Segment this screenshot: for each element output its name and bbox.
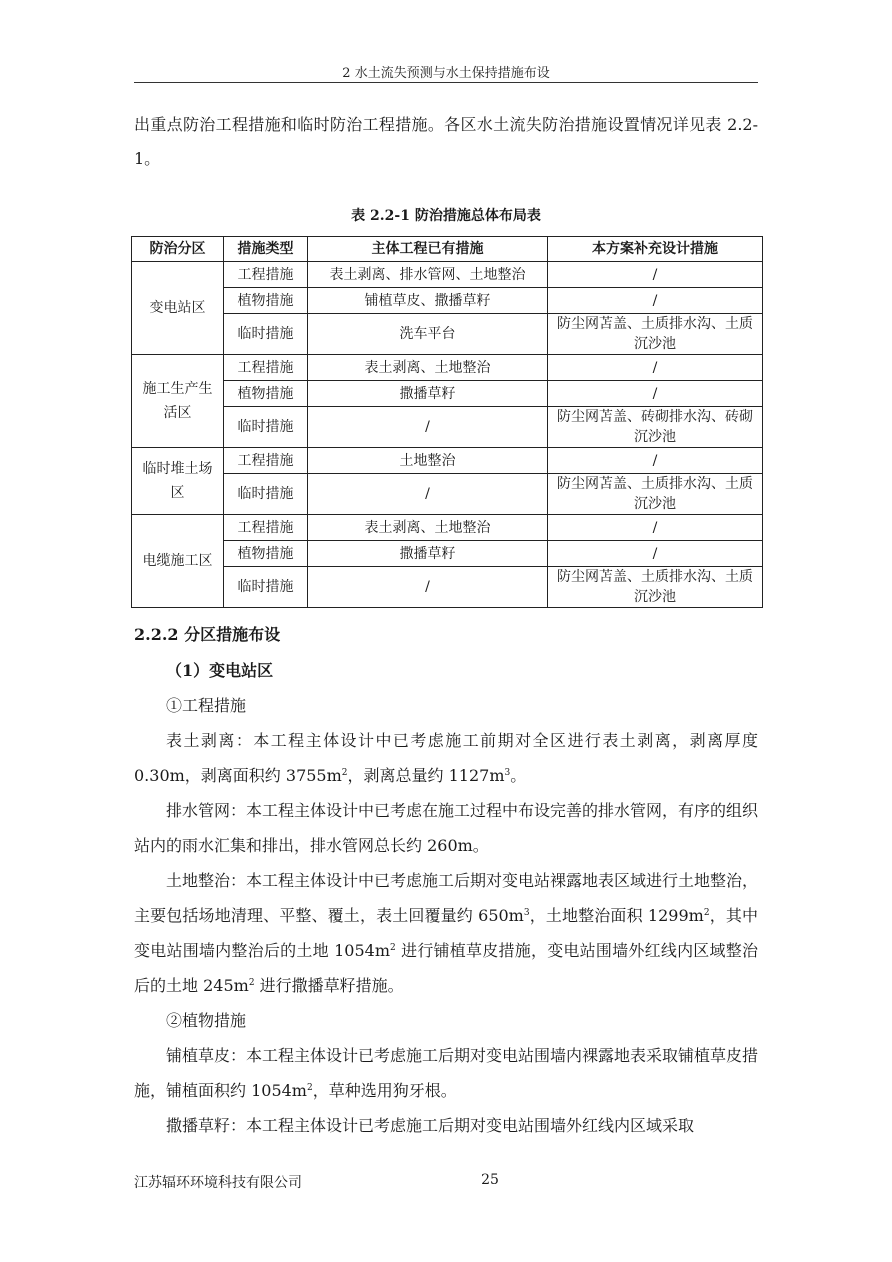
type-cell: 植物措施	[224, 541, 308, 567]
type-cell: 工程措施	[224, 515, 308, 541]
supplement-cell: /	[548, 515, 763, 541]
supplement-cell: 防尘网苫盖、土质排水沟、土质沉沙池	[548, 567, 763, 608]
header-cell-type: 措施类型	[224, 237, 308, 262]
subsection-heading: （1）变电站区	[166, 661, 274, 680]
table-row	[132, 567, 763, 608]
table-row	[132, 288, 763, 314]
measures-table	[131, 236, 763, 608]
turf-paragraph: 铺植草皮：本工程主体设计已考虑施工后期对变电站围墙内裸露地表采取铺植草皮措施，铺植面积约 $1054m^2$，草种选用狗牙根。	[134, 1046, 759, 1100]
existing-cell: 铺植草皮、撒播草籽	[308, 288, 548, 314]
zone-cell: 变电站区	[132, 262, 224, 355]
page-number: 25	[481, 1172, 499, 1188]
existing-cell: 表土剥离、土地整治	[308, 515, 548, 541]
table-row	[132, 314, 763, 355]
supplement-cell: /	[548, 262, 763, 288]
intro-paragraph: 出重点防治工程措施和临时防治工程措施。各区水土流失防治措施设置情况详见表 2.2-1。	[134, 115, 758, 168]
supplement-cell: /	[548, 288, 763, 314]
zone-cell: 临时堆土场区	[132, 448, 224, 515]
table-row	[132, 407, 763, 448]
vegetation-measures-title: ②植物措施	[166, 1011, 247, 1030]
existing-cell: /	[308, 567, 548, 608]
supplement-cell: /	[548, 381, 763, 407]
zone-cell: 施工生产生活区	[132, 355, 224, 448]
existing-cell: 撒播草籽	[308, 541, 548, 567]
type-cell: 临时措施	[224, 407, 308, 448]
table-row	[132, 515, 763, 541]
type-cell: 临时措施	[224, 474, 308, 515]
table-row	[132, 474, 763, 515]
table-header-row	[132, 237, 763, 262]
existing-cell: 洗车平台	[308, 314, 548, 355]
existing-cell: 表土剥离、土地整治	[308, 355, 548, 381]
section-body	[134, 620, 758, 1143]
supplement-cell: 防尘网苫盖、土质排水沟、土质沉沙池	[548, 314, 763, 355]
existing-cell: /	[308, 407, 548, 448]
table-row	[132, 355, 763, 381]
type-cell: 植物措施	[224, 288, 308, 314]
supplement-cell: /	[548, 541, 763, 567]
table-row	[132, 448, 763, 474]
type-cell: 植物措施	[224, 381, 308, 407]
existing-cell: 撒播草籽	[308, 381, 548, 407]
footer-company: 江苏辐环环境科技有限公司	[134, 1175, 302, 1191]
table-row	[132, 381, 763, 407]
running-header: 2 水土流失预测与水土保持措施布设	[342, 66, 550, 81]
header-cell-existing: 主体工程已有措施	[308, 237, 548, 262]
supplement-cell: 防尘网苫盖、砖砌排水沟、砖砌沉沙池	[548, 407, 763, 448]
drainage-paragraph: 排水管网：本工程主体设计中已考虑在施工过程中布设完善的排水管网，有序的组织站内的雨水汇集和排出，排水管网总长约 260m。	[134, 801, 759, 855]
existing-cell: /	[308, 474, 548, 515]
type-cell: 工程措施	[224, 262, 308, 288]
supplement-cell: /	[548, 448, 763, 474]
seeding-paragraph: 撒播草籽：本工程主体设计已考虑施工后期对变电站围墙外红线内区域采取	[166, 1116, 695, 1135]
supplement-cell: /	[548, 355, 763, 381]
table-caption: 表 2.2-1 防治措施总体布局表	[351, 208, 541, 224]
land-leveling-paragraph: 土地整治：本工程主体设计中已考虑施工后期对变电站裸露地表区域进行土地整治，主要包括场地清理、平整、覆土，表土回覆量约 $650m^3$，土地整治面积 $1299m^2$，其中变电站围墙内整治后的土地 $1054m^2$ 进行铺植草皮措施，变电站围墙外红线内区域整治后的土地 $245m^2$ 进行撒播草籽措施。	[134, 871, 759, 995]
engineering-measures-title: ①工程措施	[166, 696, 247, 715]
existing-cell: 土地整治	[308, 448, 548, 474]
table-row	[132, 262, 763, 288]
table-row	[132, 541, 763, 567]
header-divider	[134, 82, 758, 83]
type-cell: 工程措施	[224, 448, 308, 474]
zone-cell: 电缆施工区	[132, 515, 224, 608]
section-heading: 2.2.2 分区措施布设	[134, 625, 281, 644]
supplement-cell: 防尘网苫盖、土质排水沟、土质沉沙池	[548, 474, 763, 515]
header-cell-zone: 防治分区	[132, 237, 224, 262]
type-cell: 临时措施	[224, 314, 308, 355]
type-cell: 工程措施	[224, 355, 308, 381]
existing-cell: 表土剥离、排水管网、土地整治	[308, 262, 548, 288]
type-cell: 临时措施	[224, 567, 308, 608]
header-cell-supplement: 本方案补充设计措施	[548, 237, 763, 262]
topsoil-paragraph: 表土剥离：本工程主体设计中已考虑施工前期对全区进行表土剥离，剥离厚度 0.30m，剥离面积约 $3755m^2$，剥离总量约 $1127m^3$。	[134, 731, 758, 785]
